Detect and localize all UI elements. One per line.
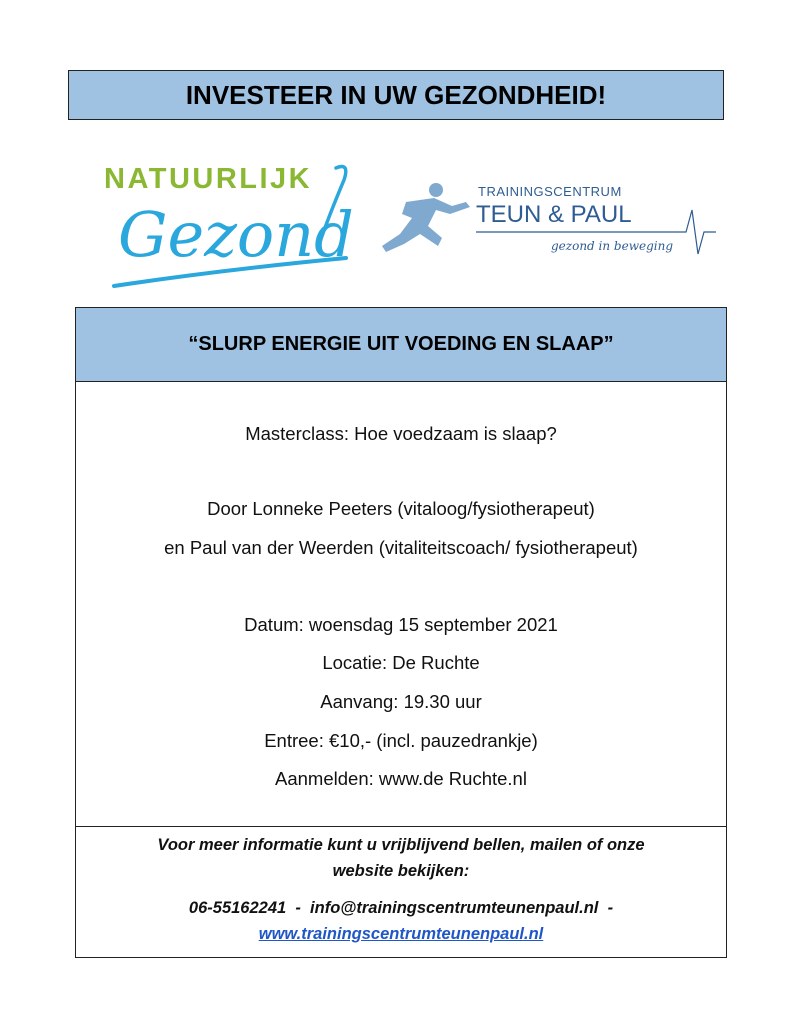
contact-footer (76, 827, 726, 959)
phone-number: 06-55162241 (188, 899, 287, 917)
natuurlijk-gezond-logo (100, 158, 355, 293)
website-link[interactable]: www.trainingscentrumteunenpaul.nl (258, 925, 544, 943)
page-title: INVESTEER IN UW GEZONDHEID! (68, 70, 724, 120)
event-title: “SLURP ENERGIE UIT VOEDING EN SLAAP” (76, 308, 726, 382)
runner-icon (382, 183, 470, 252)
event-start-time: Aanvang: 19.30 uur (320, 691, 482, 712)
logo-tagline-text: gezond in beweging (551, 239, 674, 253)
speaker-line-2: en Paul van der Weerden (vitaliteitscoach/ fysiotherapeut) (164, 537, 638, 558)
info-line-1: Voor meer informatie kunt u vrijblijvend bellen, mailen of onze (157, 836, 645, 854)
masterclass-title: Masterclass: Hoe voedzaam is slaap? (245, 423, 557, 444)
teun-paul-logo (376, 180, 721, 262)
logo-natuurlijk-text: NATUURLIJK (104, 163, 313, 195)
event-registration: Aanmelden: www.de Ruchte.nl (275, 768, 527, 789)
contact-line (76, 899, 726, 918)
separator: - (295, 899, 301, 917)
separator: - (607, 899, 614, 917)
event-panel (75, 307, 727, 958)
logo-teun-paul-text: TEUN & PAUL (476, 201, 632, 228)
logo-trainingscentrum-text: TRAININGSCENTRUM (478, 184, 622, 199)
event-location: Locatie: De Ruchte (322, 652, 480, 673)
logo-gezond-text: Gezond (118, 198, 354, 271)
speaker-line-1: Door Lonneke Peeters (vitaloog/fysiotherapeut) (207, 498, 595, 519)
event-date: Datum: woensdag 15 september 2021 (244, 614, 558, 635)
info-line-2: website bekijken: (332, 862, 470, 880)
event-entry-fee: Entree: €10,- (incl. pauzedrankje) (264, 730, 538, 751)
event-details (76, 382, 726, 827)
email-address[interactable]: info@trainingscentrumteunenpaul.nl (310, 899, 599, 917)
